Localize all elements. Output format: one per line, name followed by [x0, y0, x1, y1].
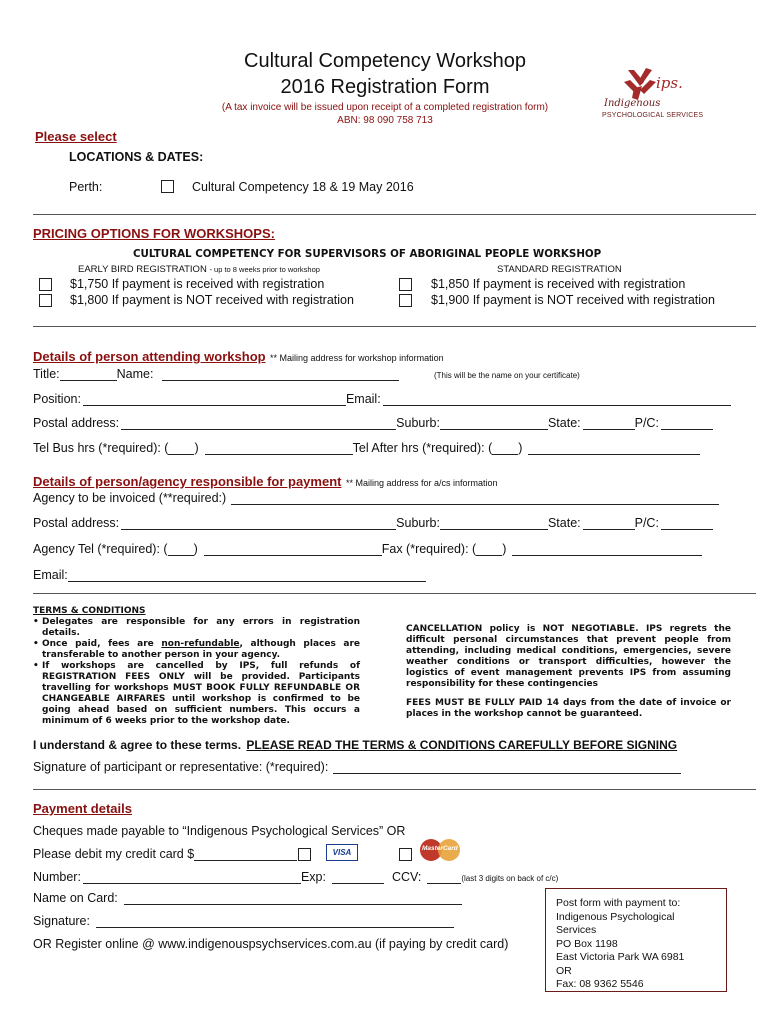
fax-area-field[interactable] — [476, 543, 502, 556]
abn-number: ABN: 98 090 758 713 — [337, 115, 433, 126]
payer-state-field[interactable] — [583, 517, 635, 530]
tel-after-label: Tel After hrs (*required): ( — [352, 441, 493, 455]
signature-field[interactable] — [333, 761, 681, 774]
payer-postcode-field[interactable] — [661, 517, 713, 530]
agency-label: Agency to be invoiced (**required:) — [33, 491, 227, 505]
terms-item-2-pre: Once paid, fees are — [42, 639, 162, 649]
name-label: Name: — [116, 367, 154, 381]
attendee-name-row — [33, 367, 399, 381]
payer-address-row — [33, 516, 713, 530]
visa-card-icon: VISA — [326, 844, 358, 861]
ips-logo — [600, 64, 704, 124]
early-bird-label — [78, 264, 320, 275]
tel-bus-area-field[interactable] — [168, 442, 194, 455]
tel-bus-paren: ) — [194, 441, 199, 455]
terms-item-1: Delegates are responsible for any errors in registration details. — [42, 617, 360, 638]
state-label: State: — [547, 416, 581, 430]
name-field[interactable] — [162, 368, 399, 381]
early-bird-unpaid-checkbox[interactable] — [39, 294, 52, 307]
card-signature-row — [33, 914, 454, 928]
agency-field[interactable] — [231, 492, 719, 505]
payer-note: ** Mailing address for a/cs information — [345, 478, 498, 488]
divider — [33, 593, 756, 594]
fax-label: Fax (*required): ( — [381, 542, 477, 556]
email-field[interactable] — [383, 393, 731, 406]
postcode-field[interactable] — [661, 417, 713, 430]
postal-address-field[interactable] — [121, 417, 396, 430]
agency-tel-paren: ) — [193, 542, 198, 556]
cheques-text: Cheques made payable to “Indigenous Psychological Services” OR — [33, 824, 406, 838]
payer-state-label: State: — [547, 516, 581, 530]
expiry-label: Exp: — [300, 870, 326, 884]
title-field[interactable] — [60, 368, 117, 381]
card-number-label: Number: — [33, 870, 81, 884]
agency-row — [33, 491, 719, 505]
divider — [33, 326, 756, 327]
attendee-heading: Details of person attending workshop — [33, 349, 266, 364]
payer-heading-row — [33, 473, 498, 491]
position-label: Position: — [33, 392, 81, 406]
post-line: Fax: 08 9362 5546 — [556, 978, 644, 990]
post-line: PO Box 1198 — [556, 937, 618, 950]
title-label: Title: — [33, 367, 60, 381]
register-online-text: OR Register online @ www.indigenouspsychservices.com.au (if paying by credit card) — [33, 937, 509, 951]
mastercard-checkbox[interactable] — [399, 848, 412, 861]
state-field[interactable] — [583, 417, 635, 430]
post-line: East Victoria Park WA 6981 — [556, 951, 685, 963]
terms-item-3: If workshops are cancelled by IPS, full refunds of REGISTRATION FEES ONLY will be provided. Participants travelling for workshops MUST BOOK FULLY REFUNDABLE OR CHANGEABLE AIRFARES until workshop is confirmed to be going ahead based on sufficient numbers. This occurs a minimum of 6 weeks prior to the workshop date. — [42, 661, 360, 726]
ccv-field[interactable] — [427, 871, 461, 884]
post-line: OR — [556, 964, 572, 977]
standard-unpaid-checkbox[interactable] — [399, 294, 412, 307]
divider — [33, 789, 756, 790]
form-title-line1: Cultural Competency Workshop — [244, 50, 526, 72]
visa-checkbox[interactable] — [298, 848, 311, 861]
attendee-note: ** Mailing address for workshop information — [270, 353, 444, 363]
attendee-phone-row — [33, 441, 700, 455]
standard-paid-option: $1,850 If payment is received with registration — [431, 277, 686, 291]
read-terms-text: PLEASE READ THE TERMS & CONDITIONS CAREFULLY BEFORE SIGNING — [246, 738, 678, 752]
payer-postcode-label: P/C: — [634, 516, 659, 530]
agency-tel-area-field[interactable] — [168, 543, 194, 556]
tel-after-paren: ) — [518, 441, 523, 455]
form-title-line2: 2016 Registration Form — [280, 76, 490, 98]
early-bird-note: - up to 8 weeks prior to workshop — [209, 265, 320, 274]
card-signature-field[interactable] — [96, 915, 454, 928]
tel-after-field[interactable] — [528, 442, 700, 455]
payer-email-field[interactable] — [68, 569, 426, 582]
terms-item-2 — [42, 639, 360, 661]
payer-email-row — [33, 568, 426, 582]
debit-amount-field[interactable] — [194, 848, 297, 861]
expiry-field[interactable] — [332, 871, 384, 884]
attendee-address-row — [33, 416, 713, 430]
suburb-field[interactable] — [440, 417, 548, 430]
location-perth-label: Perth: — [69, 180, 103, 194]
agree-text: I understand & agree to these terms. — [33, 738, 242, 752]
fax-paren: ) — [502, 542, 507, 556]
payer-postal-field[interactable] — [121, 517, 396, 530]
ips-logo-subtitle: PSYCHOLOGICAL SERVICES — [602, 112, 704, 119]
terms-item-2-underlined: non-refundable — [161, 639, 240, 649]
postcode-label: P/C: — [634, 416, 659, 430]
card-number-field[interactable] — [83, 871, 301, 884]
pricing-heading: PRICING OPTIONS FOR WORKSHOPS: — [33, 226, 275, 241]
workshop-title: CULTURAL COMPETENCY FOR SUPERVISORS OF ABORIGINAL PEOPLE WORKSHOP — [133, 248, 602, 260]
standard-unpaid-option: $1,900 If payment is NOT received with registration — [431, 293, 715, 307]
terms-item: • Once paid, fees are non-refundable, although places are transferable to another person in your agency. — [33, 639, 361, 660]
early-bird-label-text: EARLY BIRD REGISTRATION — [78, 264, 207, 275]
payer-postal-label: Postal address: — [33, 516, 120, 530]
mastercard-icon — [420, 839, 462, 861]
ccv-label: CCV: — [391, 870, 422, 884]
terms-item: • If workshops are cancelled by IPS, full refunds of REGISTRATION FEES ONLY will be provided. Participants travelling for workshops MUST BOOK FULLY REFUNDABLE OR CHANGEABLE AIRFARES until workshop is confirmed to be going ahead based on sufficient numbers. This occurs a minimum of 6 weeks prior to the workshop date. — [33, 661, 360, 726]
name-on-card-label: Name on Card: — [33, 891, 118, 905]
signature-label: Signature of participant or representative: (*required): — [33, 760, 329, 774]
payer-heading: Details of person/agency responsible for payment — [33, 474, 342, 489]
name-on-card-field[interactable] — [124, 892, 462, 905]
standard-paid-checkbox[interactable] — [399, 278, 412, 291]
terms-item-2-post: , although places are transferable to another person in your agency. — [42, 639, 361, 660]
position-field[interactable] — [83, 393, 346, 406]
tel-after-area-field[interactable] — [492, 442, 518, 455]
tel-bus-label: Tel Bus hrs (*required): ( — [33, 441, 169, 455]
attendee-heading-row — [33, 348, 444, 366]
payment-heading: Payment details — [33, 801, 132, 816]
terms-item: • Delegates are responsible for any errors in registration details. — [33, 617, 360, 638]
fax-field[interactable] — [512, 543, 702, 556]
agency-tel-label: Agency Tel (*required): ( — [33, 542, 168, 556]
card-signature-label: Signature: — [33, 914, 90, 928]
perth-workshop-checkbox[interactable] — [161, 180, 174, 193]
debit-label: Please debit my credit card $ — [33, 847, 195, 861]
standard-label: STANDARD REGISTRATION — [497, 264, 622, 275]
post-line: Indigenous Psychological Services — [556, 910, 675, 936]
payer-email-label: Email: — [33, 568, 68, 582]
postal-info-box — [545, 888, 727, 992]
signature-row — [33, 760, 681, 774]
position-email-row — [33, 392, 731, 406]
terms-heading: TERMS & CONDITIONS — [33, 606, 146, 616]
please-select-heading: Please select — [35, 129, 117, 144]
suburb-label: Suburb: — [396, 416, 440, 430]
mastercard-text: MasterCard — [422, 845, 458, 852]
payer-suburb-label: Suburb: — [396, 516, 440, 530]
fees-policy: FEES MUST BE FULLY PAID 14 days from the date of invoice or places in the workshop cannot be guaranteed. — [406, 698, 731, 719]
name-on-card-row — [33, 891, 462, 905]
terms-block — [33, 606, 360, 727]
debit-row — [33, 847, 297, 861]
early-bird-paid-checkbox[interactable] — [39, 278, 52, 291]
early-bird-paid-option: $1,750 If payment is received with registration — [70, 277, 325, 291]
locations-heading: LOCATIONS & DATES: — [69, 150, 204, 164]
payer-phone-row — [33, 542, 702, 556]
agree-row — [33, 738, 677, 752]
email-label: Email: — [345, 392, 381, 406]
postal-address-label: Postal address: — [33, 416, 120, 430]
tel-bus-field[interactable] — [205, 442, 353, 455]
tax-invoice-note: (A tax invoice will be issued upon receipt of a completed registration form) — [221, 102, 549, 113]
agency-tel-field[interactable] — [204, 543, 382, 556]
divider — [33, 214, 756, 215]
card-number-row — [33, 870, 558, 884]
ips-logo-script: Indigenous — [604, 98, 661, 109]
payer-suburb-field[interactable] — [440, 517, 548, 530]
ips-logo-text: ips. — [656, 74, 683, 92]
post-line: Post form with payment to: — [556, 897, 681, 909]
cancellation-policy: CANCELLATION policy is NOT NEGOTIABLE. IPS regrets the difficult personal circumstances that prevent people from attending, including medical conditions, emergencies, severe weather conditions or transport difficulties, however the logistics of event management prevents IPS from assuming responsibility for these contingencies — [406, 624, 731, 689]
certificate-note: (This will be the name on your certificate) — [434, 371, 580, 380]
ccv-note: (last 3 digits on back of c/c) — [461, 874, 559, 883]
early-bird-unpaid-option: $1,800 If payment is NOT received with registration — [70, 293, 354, 307]
perth-workshop-option: Cultural Competency 18 & 19 May 2016 — [192, 180, 414, 194]
